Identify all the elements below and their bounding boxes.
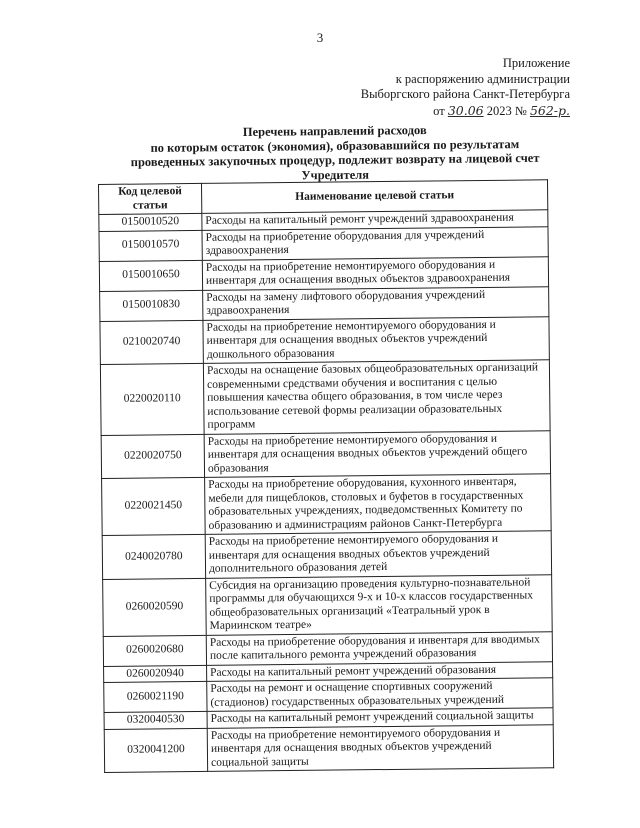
document-title xyxy=(100,122,571,185)
cell-name: Расходы на приобретение оборудования для учреждений здравоохранения xyxy=(202,226,548,260)
cell-name: Расходы на приобретение оборудования и инвентаря для вводимых после капитального ремонта учреждений образования xyxy=(206,631,552,665)
cell-name: Расходы на приобретение немонтируемого оборудования и инвентаря для оснащения вводных объектов учреждений социальной защиты xyxy=(207,724,553,771)
table-row xyxy=(99,226,548,261)
year-text: 2023 № xyxy=(486,103,527,118)
appendix-district-line: Выборгского района Санкт-Петербурга xyxy=(360,87,570,101)
table-row xyxy=(104,724,553,772)
table-header-row xyxy=(99,180,548,215)
cell-name: Расходы на приобретение немонтируемого оборудования и инвентаря для оснащения вводных объектов учреждений дополнительного образования детей xyxy=(205,531,551,578)
cell-code: 0260020680 xyxy=(103,635,206,666)
table-row xyxy=(101,430,550,478)
title-line-1: Перечень направлений расходов xyxy=(242,123,427,139)
cell-code: 0320040530 xyxy=(104,711,207,729)
title-line-3: проведенных закупочных процедур, подлежит возврату на лицевой счет xyxy=(130,150,540,170)
cell-code: 0240020780 xyxy=(102,534,205,579)
cell-code: 0210020740 xyxy=(100,320,203,365)
appendix-date-line xyxy=(310,103,570,120)
cell-name: Расходы на замену лифтового оборудования учреждений здравоохранения xyxy=(203,286,549,320)
cell-code: 0260021190 xyxy=(104,681,207,712)
cell-code: 0220021450 xyxy=(102,477,206,535)
table-row xyxy=(103,631,552,666)
title-line-2: по которым остаток (экономия), образовавшийся по результатам xyxy=(150,136,520,155)
table-row xyxy=(103,574,553,636)
expense-table xyxy=(98,179,554,773)
table-row xyxy=(100,316,549,364)
header-name: Наименование целевой статьи xyxy=(201,180,547,214)
page-number: 3 xyxy=(316,30,324,45)
cell-name: Расходы на приобретение немонтируемого оборудования и инвентаря для оснащения вводных объектов учреждений дошкольного образования xyxy=(203,316,549,363)
table-row xyxy=(104,678,553,713)
cell-name: Расходы на приобретение немонтируемого оборудования и инвентаря для оснащения вводных объектов учреждений общего образования xyxy=(204,430,550,477)
cell-code: 0220020110 xyxy=(100,363,204,435)
cell-code: 0150010650 xyxy=(99,260,202,291)
table-row xyxy=(102,531,551,579)
cell-name: Расходы на приобретение оборудования, кухонного инвентаря, мебели для пищеблоков, столовых и буфетов в государственных образовательных учреждениях, подведомственных Комитету по образованию и администрациям районов Санкт-Петербурга xyxy=(205,474,552,535)
cell-code: 0150010830 xyxy=(100,290,203,321)
cell-code: 0260020940 xyxy=(104,665,207,683)
table-row xyxy=(100,286,549,321)
header-code: Код целевой статьи xyxy=(99,183,202,214)
expense-table-container xyxy=(98,179,554,773)
table-row xyxy=(102,474,552,536)
cell-code: 0220020750 xyxy=(101,434,204,479)
appendix-block xyxy=(310,56,570,119)
appendix-title: Приложение xyxy=(502,56,570,70)
table-row xyxy=(99,256,548,291)
cell-name: Расходы на капитальный ремонт учреждений здравоохранения xyxy=(202,210,548,230)
cell-name: Расходы на приобретение немонтируемого оборудования и инвентаря для оснащения вводных объектов здравоохранения xyxy=(202,256,548,290)
cell-code: 0320041200 xyxy=(104,728,207,773)
cell-code: 0260020590 xyxy=(103,578,207,636)
cell-name: Расходы на капитальный ремонт учреждений образования xyxy=(207,661,553,681)
handwritten-date: 30.06 xyxy=(447,102,484,118)
handwritten-number: 562-р. xyxy=(529,102,570,118)
cell-name: Расходы на капитальный ремонт учреждений социальной защиты xyxy=(207,708,553,728)
cell-name: Расходы на ремонт и оснащение спортивных сооружений (стадионов) государственных образовательных учреждений xyxy=(207,678,553,712)
cell-code: 0150010520 xyxy=(99,213,202,231)
cell-code: 0150010570 xyxy=(99,230,202,261)
title-line-4: Учредителя xyxy=(301,167,370,182)
date-prefix: от xyxy=(433,103,445,118)
appendix-order-line: к распоряжению администрации xyxy=(395,71,570,86)
cell-name: Субсидия на организацию проведения культурно-познавательной программы для обучающихся 9-х и 10-х классов государственных общеобразовательных организаций «Театральный урок в Мариинском театре» xyxy=(206,574,553,635)
table-row xyxy=(100,360,550,435)
cell-name: Расходы на оснащение базовых общеобразовательных организаций современными средствами обучения и воспитания с целью повышения качества общего образования, в том числе через использование сетевой формы реализации образовательных программ xyxy=(203,360,550,434)
